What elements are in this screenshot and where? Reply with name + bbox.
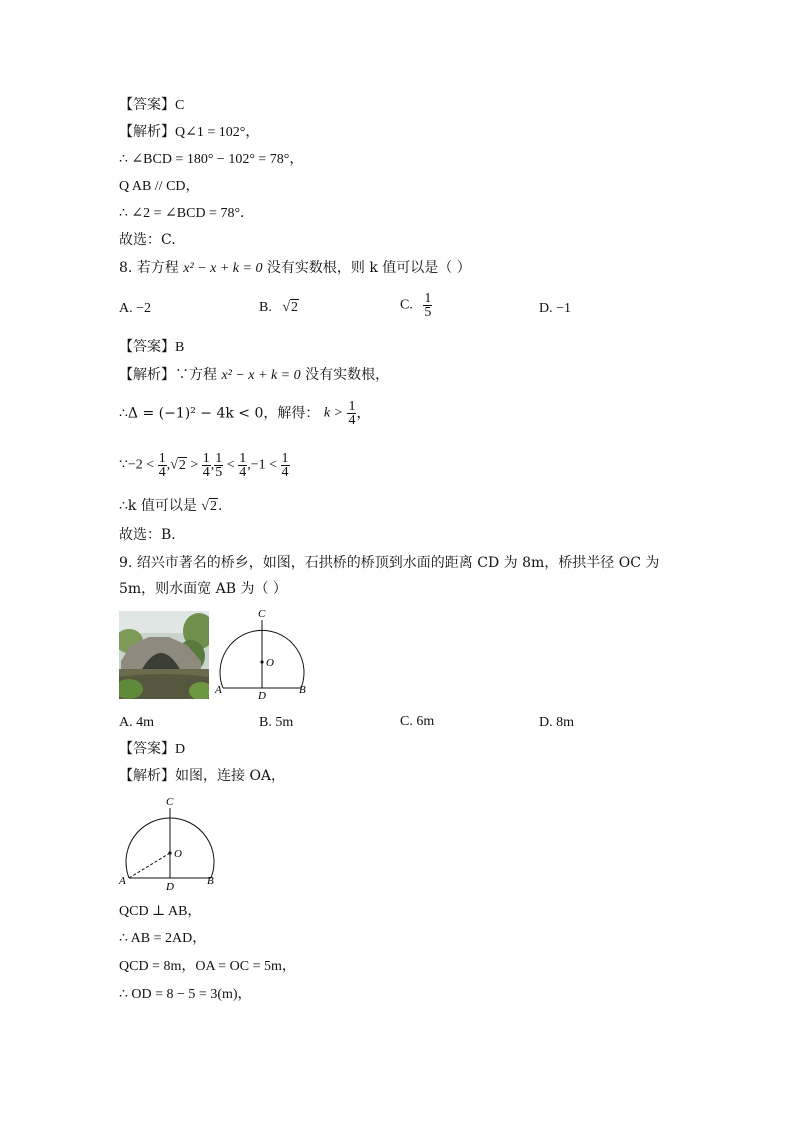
label-O: O <box>174 848 182 860</box>
q9-answer: D <box>175 742 186 757</box>
q8-a4-pre: ∴k 值可以是 <box>119 498 197 514</box>
fraction-numerator: 1 <box>281 451 289 466</box>
q8-analysis-1-post: 没有实数根， <box>305 367 390 383</box>
label-B: B <box>299 684 306 696</box>
fraction <box>281 452 290 479</box>
q7-answer-line <box>119 96 184 115</box>
q8-answer-line <box>119 338 184 357</box>
fraction-denominator: 4 <box>348 413 356 428</box>
fraction-denominator: 5 <box>424 305 432 320</box>
analysis-label: 【解析】 <box>119 768 175 784</box>
label-A: A <box>119 875 126 887</box>
answer-label: 【答案】 <box>119 97 175 113</box>
q8-a3-part6: ,−1 < <box>247 457 277 473</box>
q9-option-c: C. 6m <box>400 714 435 729</box>
bridge-diagram-svg <box>211 606 311 702</box>
fraction-numerator: 1 <box>424 291 432 306</box>
q8-option-c-fraction <box>423 292 432 319</box>
label-A: A <box>215 684 222 696</box>
sqrt: √2 <box>170 457 186 473</box>
q9-analysis-line4: QCD = 8m，OA = OC = 5m， <box>119 959 296 974</box>
q8-analysis-line1 <box>119 366 389 385</box>
fraction <box>158 452 167 479</box>
fraction <box>214 452 223 479</box>
label-C: C <box>166 796 174 808</box>
q9-analysis-line5: ∴ OD = 8 − 5 = 3(m)， <box>119 987 252 1002</box>
q8-stem <box>119 259 471 278</box>
q8-stem-equation: x² − x + k = 0 <box>183 261 263 276</box>
segment-OA <box>129 853 170 878</box>
q7-analysis-line2: ∴ ∠BCD = 180° − 102° = 78°， <box>119 152 304 167</box>
answer-label: 【答案】 <box>119 741 175 757</box>
q7-analysis-line4: ∴ ∠2 = ∠BCD = 78°． <box>119 206 255 221</box>
q8-a3-part5: < <box>226 457 235 473</box>
q8-analysis-2-pre: ∴Δ = (−1)² − 4k < 0，解得： <box>119 405 320 422</box>
q9-answer-line <box>119 740 185 759</box>
q8-answer: B <box>175 340 185 355</box>
q9-stem-line2: 5m，则水面宽 AB 为（ ） <box>119 581 287 597</box>
q8-a4-post: . <box>217 498 223 514</box>
q8-option-d: D. −1 <box>539 301 572 316</box>
fraction-numerator: 1 <box>348 399 356 414</box>
q9-analysis-diagram <box>115 792 220 892</box>
sqrt: √2 <box>201 499 217 514</box>
label-D: D <box>166 881 174 892</box>
analysis-label: 【解析】 <box>119 124 175 140</box>
q9-analysis-line1 <box>119 767 285 785</box>
q8-analysis-2-k: k > <box>323 405 344 421</box>
label-B: B <box>207 875 214 887</box>
label-D: D <box>258 690 266 702</box>
sqrt-radicand: 2 <box>178 457 186 473</box>
label-O: O <box>266 657 274 669</box>
q7-answer: C <box>175 98 185 113</box>
q9-analysis-line3: ∴ AB = 2AD， <box>119 931 207 946</box>
q9-option-a: A. 4m <box>119 715 154 730</box>
q8-option-b-radicand: 2 <box>291 300 299 315</box>
q9-option-d: D. 8m <box>539 715 574 730</box>
fraction-denominator: 4 <box>158 465 166 480</box>
fraction <box>238 452 247 479</box>
fraction <box>202 452 211 479</box>
fraction-denominator: 4 <box>239 465 247 480</box>
q8-option-c-label: C. <box>400 297 413 313</box>
fraction-numerator: 1 <box>239 451 247 466</box>
q9-option-b: B. 5m <box>259 715 294 730</box>
q8-option-c <box>400 292 432 319</box>
q7-analysis-1: Q∠1 = 102°， <box>175 125 260 140</box>
fraction-denominator: 5 <box>215 465 223 480</box>
q8-option-a: A. −2 <box>119 301 152 316</box>
q8-option-b <box>259 299 299 317</box>
q8-a3-part2: , <box>166 457 171 473</box>
q8-a3-part1: ∵−2 < <box>119 457 155 473</box>
label-C: C <box>258 608 266 620</box>
answer-label: 【答案】 <box>119 339 175 355</box>
q9-analysis-line2: QCD ⊥ AB， <box>119 904 202 919</box>
q8-a3-part3: > <box>190 457 199 473</box>
q8-analysis-line3 <box>119 452 290 479</box>
bridge-photo <box>119 611 209 699</box>
fraction-numerator: 1 <box>202 451 210 466</box>
fraction-denominator: 4 <box>281 465 289 480</box>
q8-analysis-line4 <box>119 497 222 516</box>
q8-conclusion: 故选：B. <box>119 527 176 543</box>
analysis-label: 【解析】 <box>119 367 175 383</box>
q7-analysis-line3: Q AB // CD， <box>119 179 200 194</box>
sqrt-radicand: 2 <box>209 499 217 514</box>
q8-a3-part4: , <box>210 457 215 473</box>
q8-stem-a: 8. 若方程 <box>119 260 179 276</box>
q8-option-b-label: B. <box>259 300 272 315</box>
fraction-numerator: 1 <box>158 451 166 466</box>
bridge-photo-drawing <box>119 611 209 699</box>
q9-stem-line1: 9. 绍兴市著名的桥乡，如图，石拱桥的桥顶到水面的距离 CD 为 8m，桥拱半径 OC 为 <box>119 555 660 571</box>
q8-analysis-line2: ∴Δ = (−1)² − 4k < 0，解得： k > $\frac{1}{4}$ ， <box>119 399 371 428</box>
q7-conclusion: 故选：C. <box>119 232 176 248</box>
fraction-denominator: 4 <box>202 465 210 480</box>
q8-analysis-1-pre: ∵方程 <box>175 367 217 383</box>
analysis-diagram-svg <box>115 792 220 892</box>
q9-analysis-1: 如图，连接 OA， <box>175 768 286 784</box>
q8-analysis-1-equation: x² − x + k = 0 <box>221 368 301 383</box>
fraction-numerator: 1 <box>215 451 223 466</box>
point-O <box>168 851 171 854</box>
q9-bridge-diagram <box>211 606 311 702</box>
point-O <box>260 660 263 663</box>
q7-analysis-line1 <box>119 123 259 142</box>
q8-stem-b: 没有实数根，则 k 值可以是（ ） <box>266 260 471 276</box>
q8-option-b-sqrt: √2 <box>282 300 299 315</box>
